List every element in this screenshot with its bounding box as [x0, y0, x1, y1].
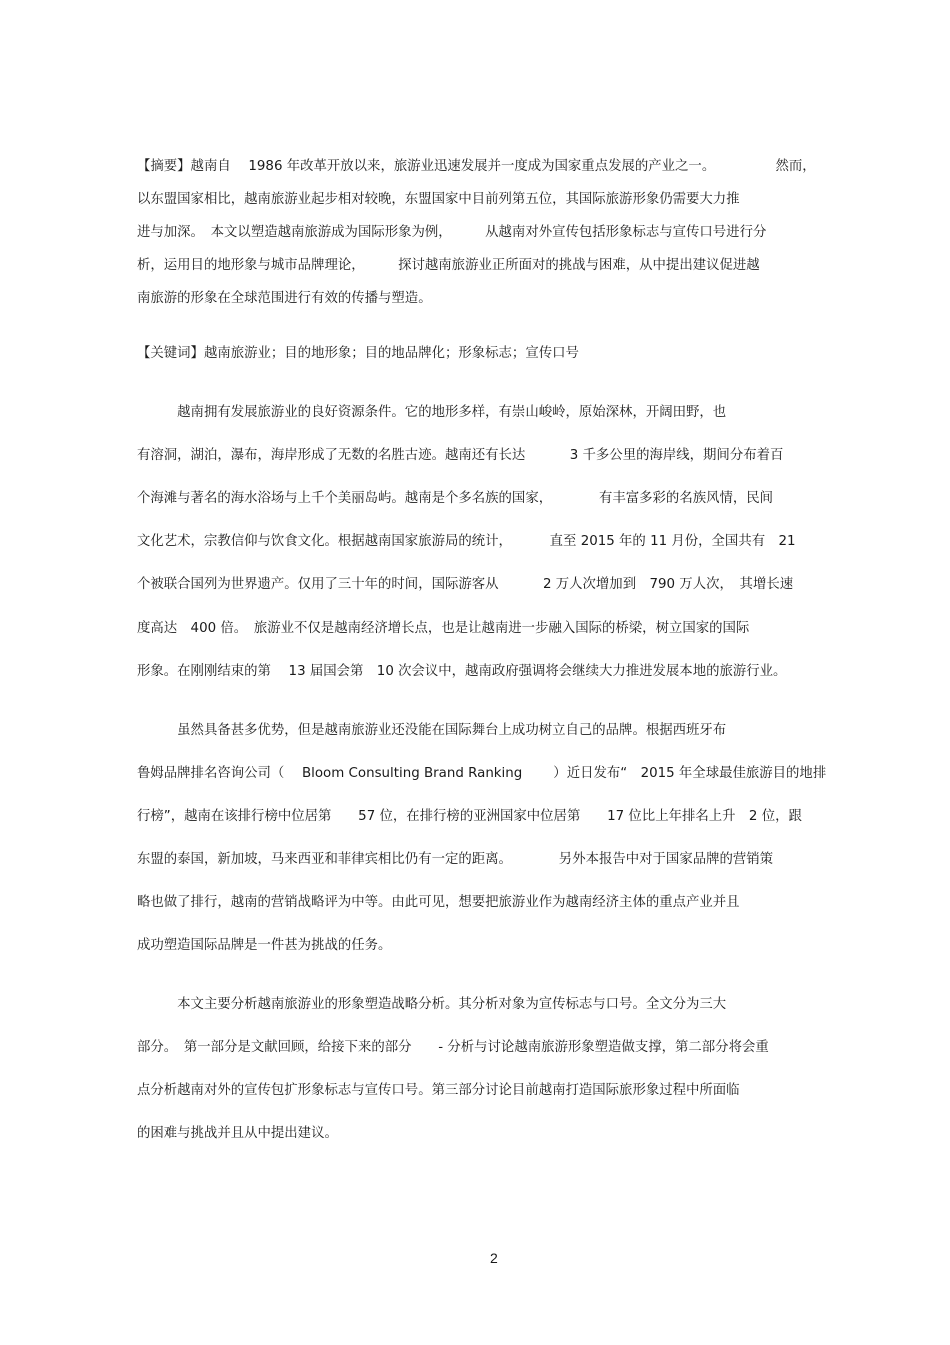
keywords-line: 【关键词】越南旅游业；目的地形象；目的地品牌化；形象标志；宣传口号 — [137, 346, 579, 361]
body-line: 部分。 第一部分是文献回顾，给接下来的部分 - 分析与讨论越南旅游形象塑造做支撑，第二部分将会重 — [137, 1040, 769, 1055]
abstract-line: 【摘要】越南自 1986 年改革开放以来，旅游业迅速发展并一度成为国家重点发展的产业之一。 然而， — [137, 159, 816, 174]
body-line: 成功塑造国际品牌是一件甚为挑战的任务。 — [137, 938, 392, 953]
body-line: 文化艺术，宗教信仰与饮食文化。根据越南国家旅游局的统计， 直至 2015 年的 11 月份，全国共有 21 — [137, 534, 796, 549]
body-line: 个被联合国列为世界遗产。仅用了三十年的时间，国际游客从 2 万人次增加到 790 万人次， 其增长速 — [137, 577, 794, 592]
body-line: 个海滩与著名的海水浴场与上千个美丽岛屿。越南是个多名族的国家， 有丰富多彩的名族风情，民间 — [137, 491, 774, 506]
body-line: 形象。在刚刚结束的第 13 届国会第 10 次会议中，越南政府强调将会继续大力推进发展本地的旅游行业。 — [137, 664, 787, 679]
page-number: 2 — [490, 1250, 498, 1266]
body-line: 有溶洞，湖泊，瀑布，海岸形成了无数的名胜古迹。越南还有长达 3 千多公里的海岸线，期间分布着百 — [137, 448, 784, 463]
body-line: 度高达 400 倍。 旅游业不仅是越南经济增长点，也是让越南进一步融入国际的桥梁，树立国家的国际 — [137, 621, 750, 636]
abstract-line: 进与加深。 本文以塑造越南旅游成为国际形象为例， 从越南对外宣传包括形象标志与宣传口号进行分 — [137, 225, 767, 240]
body-line: 略也做了排行，越南的营销战略评为中等。由此可见，想要把旅游业作为越南经济主体的重点产业并且 — [137, 895, 740, 910]
abstract-line: 析，运用目的地形象与城市品牌理论， 探讨越南旅游业正所面对的挑战与困难，从中提出建议促进越 — [137, 258, 760, 273]
body-line: 鲁姆品牌排名咨询公司（ Bloom Consulting Brand Ranking ）近日发布“ 2015 年全球最佳旅游目的地排 — [137, 766, 827, 781]
abstract-line: 南旅游的形象在全球范围进行有效的传播与塑造。 — [137, 291, 432, 306]
body-line: 行榜”，越南在该排行榜中位居第 57 位，在排行榜的亚洲国家中位居第 17 位比上年排名上升 2 位，跟 — [137, 809, 802, 824]
body-line: 点分析越南对外的宣传包扩形象标志与宣传口号。第三部分讨论目前越南打造国际旅形象过程中所面临 — [137, 1083, 740, 1098]
body-line: 虽然具备甚多优势，但是越南旅游业还没能在国际舞台上成功树立自己的品牌。根据西班牙布 — [137, 723, 727, 738]
body-line: 东盟的泰国，新加坡，马来西亚和菲律宾相比仍有一定的距离。 另外本报告中对于国家品牌的营销策 — [137, 852, 774, 867]
body-line: 的困难与挑战并且从中提出建议。 — [137, 1126, 338, 1141]
body-line: 越南拥有发展旅游业的良好资源条件。它的地形多样，有崇山峻岭，原始深林，开阔田野，也 — [137, 405, 727, 420]
body-line: 本文主要分析越南旅游业的形象塑造战略分析。其分析对象为宣传标志与口号。全文分为三大 — [137, 997, 727, 1012]
abstract-line: 以东盟国家相比，越南旅游业起步相对较晚，东盟国家中目前列第五位，其国际旅游形象仍需要大力推 — [137, 192, 740, 207]
